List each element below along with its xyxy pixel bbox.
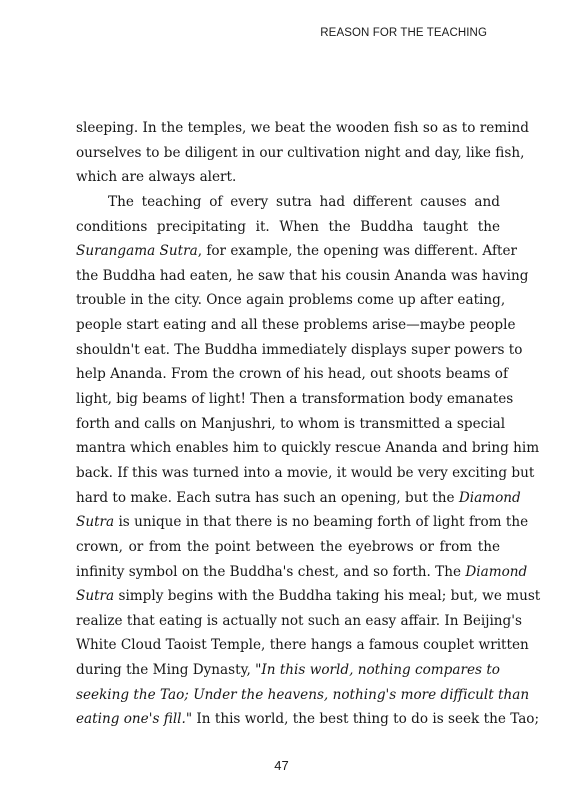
text-line <box>76 215 500 240</box>
text-run: White Cloud Taoist Temple, there hangs a famous couplet written <box>76 637 529 654</box>
text-line <box>76 436 540 461</box>
body-text <box>76 116 541 732</box>
text-line <box>76 239 518 264</box>
text-line <box>76 633 529 658</box>
text-line <box>76 116 529 141</box>
text-run: In this world, the best thing to do is seek the Tao; <box>192 711 540 728</box>
italic-text-run: Sutra <box>76 588 115 605</box>
text-line <box>76 313 516 338</box>
text-run: back. If this was turned into a movie, it would be very exciting but <box>76 464 535 481</box>
text-line <box>76 707 540 732</box>
italic-text-run: "In this world, nothing compares to <box>255 662 500 679</box>
text-run: which are always alert. <box>76 169 237 186</box>
running-header: REASON FOR THE TEACHING <box>320 27 487 39</box>
text-line <box>76 264 529 289</box>
text-run: during the Ming Dynasty, <box>76 662 256 679</box>
text-run: help Ananda. From the crown of his head, out shoots beams of <box>76 366 508 383</box>
text-run: simply begins with the Buddha taking his meal; but, we must <box>114 588 541 605</box>
text-line <box>76 412 506 437</box>
text-line <box>76 338 523 363</box>
italic-text-run: Diamond <box>458 489 521 506</box>
text-run: The teaching of every sutra had different causes and <box>108 193 500 210</box>
text-line <box>76 535 500 560</box>
text-run: people start eating and all these problems arise—maybe people <box>76 317 516 334</box>
text-line <box>76 288 506 313</box>
text-line <box>76 658 500 683</box>
text-line <box>76 486 521 511</box>
text-run: realize that eating is actually not such an easy affair. In Beijing's <box>76 612 522 629</box>
page-number: 47 <box>274 758 289 773</box>
text-run: infinity symbol on the Buddha's chest, and so forth. The <box>76 563 466 580</box>
text-run: conditions precipitating it. When the Buddha taught the <box>76 218 500 235</box>
text-run: , for example, the opening was different. After <box>197 243 518 260</box>
italic-text-run: Diamond <box>465 563 528 580</box>
italic-text-run: Surangama Sutra <box>76 243 198 260</box>
text-run: light, big beams of light! Then a transformation body emanates <box>76 391 514 408</box>
text-line <box>76 510 529 535</box>
italic-text-run: eating one's fill." <box>76 711 193 728</box>
text-line <box>76 387 514 412</box>
text-line <box>76 683 530 708</box>
text-run: trouble in the city. Once again problems come up after eating, <box>76 292 506 309</box>
text-line <box>76 165 500 190</box>
text-run: mantra which enables him to quickly rescue Ananda and bring him <box>76 440 540 457</box>
text-line <box>76 584 541 609</box>
text-line <box>76 141 525 166</box>
text-run: shouldn't eat. The Buddha immediately displays super powers to <box>76 341 523 358</box>
text-line <box>76 609 522 634</box>
italic-text-run: seeking the Tao; Under the heavens, nothing's more difficult than <box>76 686 530 703</box>
text-run: is unique in that there is no beaming forth of light from the <box>114 514 529 531</box>
text-run: crown, or from the point between the eyebrows or from the <box>76 538 500 555</box>
text-run: ourselves to be diligent in our cultivation night and day, like fish, <box>76 144 525 161</box>
text-line <box>76 362 508 387</box>
text-line <box>76 560 528 585</box>
text-line <box>76 190 500 215</box>
text-run: the Buddha had eaten, he saw that his cousin Ananda was having <box>76 267 529 284</box>
text-line <box>76 461 535 486</box>
text-run: forth and calls on Manjushri, to whom is transmitted a special <box>76 415 506 432</box>
text-run: hard to make. Each sutra has such an opening, but the <box>76 489 459 506</box>
italic-text-run: Sutra <box>76 514 115 531</box>
text-run: sleeping. In the temples, we beat the wooden fish so as to remind <box>76 120 529 136</box>
